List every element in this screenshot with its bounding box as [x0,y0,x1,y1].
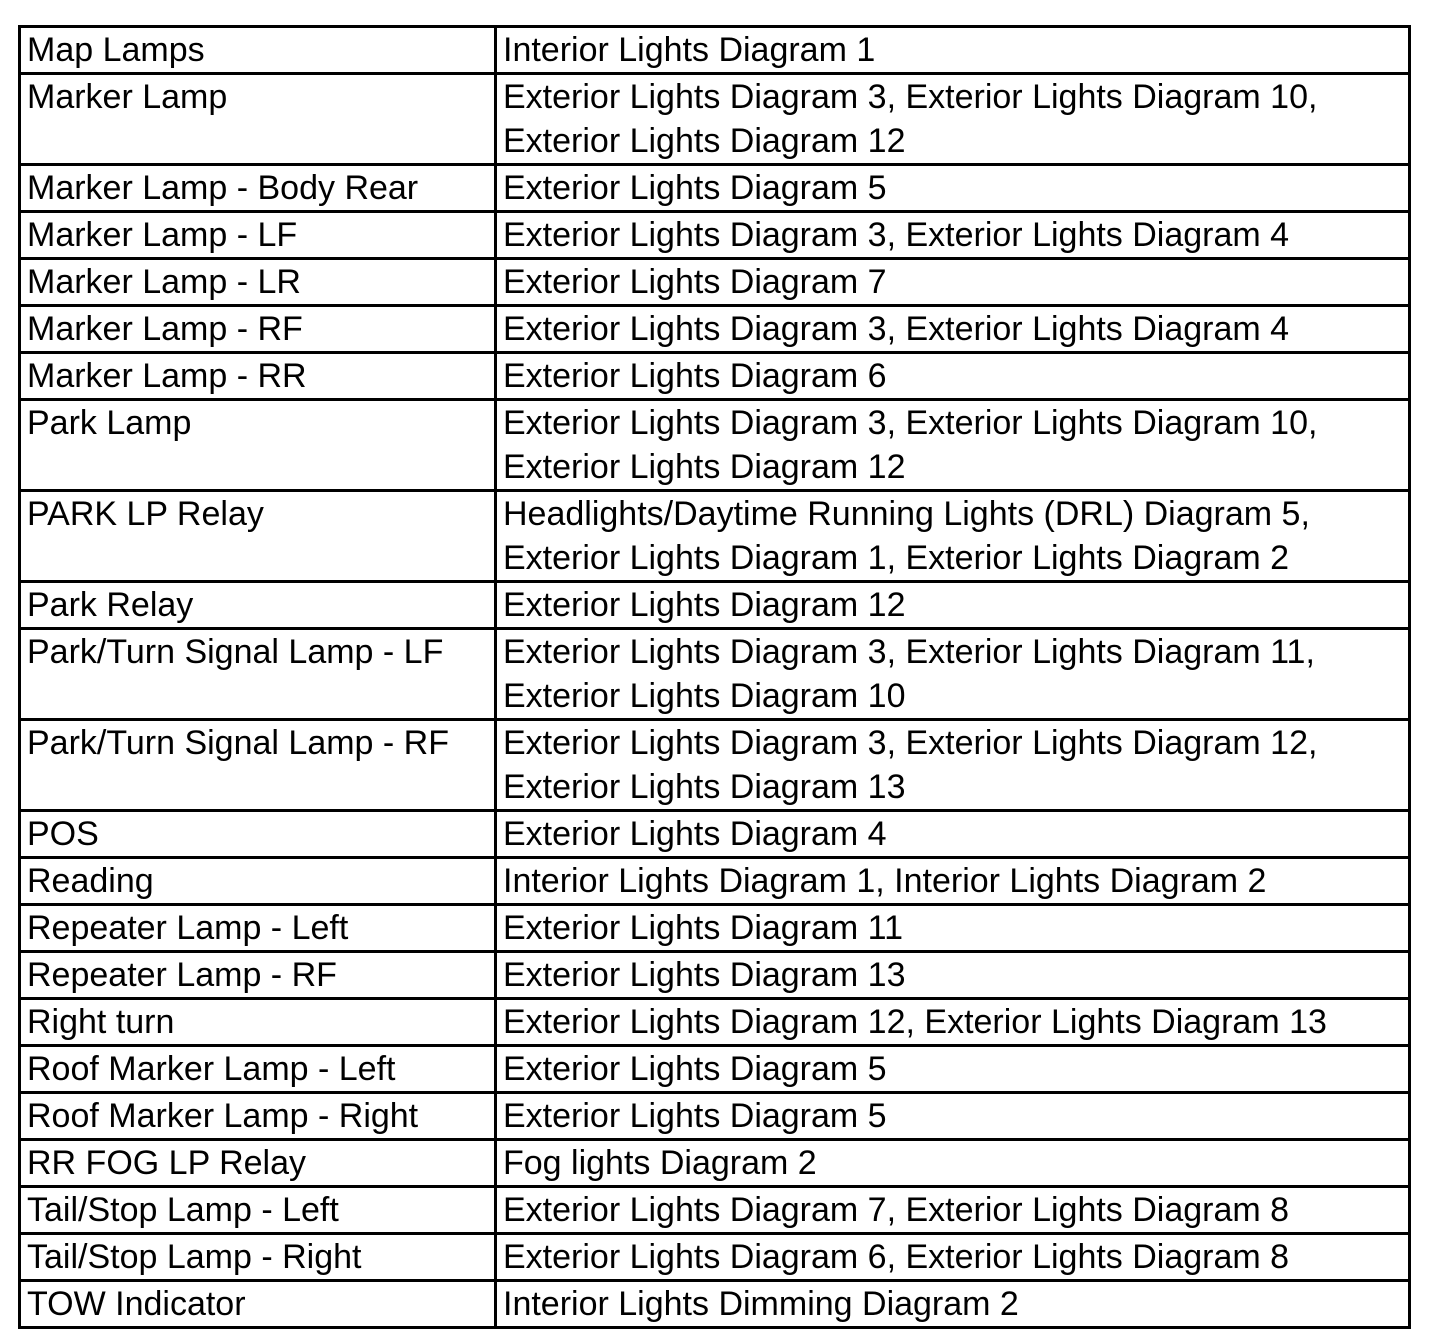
diagram-references-cell [496,952,1410,999]
diagram-references-cell [496,858,1410,905]
diagram-reference-line: Interior Lights Diagram 1, Interior Lights Diagram 2 [503,862,1267,900]
table-row [20,582,1410,629]
diagram-reference-line: Exterior Lights Diagram 11 [503,909,903,947]
diagram-references-cell [496,74,1410,165]
diagram-references-cell [496,905,1410,952]
table-row [20,1093,1410,1140]
diagram-references-cell [496,1093,1410,1140]
component-name-cell: TOW Indicator [20,1281,496,1328]
diagram-reference-line: Exterior Lights Diagram 3, Exterior Lights Diagram 10, [503,404,1318,442]
diagram-references-cell [496,1234,1410,1281]
component-name-cell: Marker Lamp - LF [20,212,496,259]
table-row [20,811,1410,858]
table-row [20,353,1410,400]
table-body [20,27,1410,1328]
table-row [20,306,1410,353]
component-name-cell: Right turn [20,999,496,1046]
component-name-cell: Marker Lamp - RR [20,353,496,400]
diagram-references-cell [496,491,1410,582]
component-name-cell: Repeater Lamp - Left [20,905,496,952]
diagram-references-cell [496,1046,1410,1093]
component-name-cell: Marker Lamp [20,74,496,165]
component-name-cell: Park/Turn Signal Lamp - LF [20,629,496,720]
diagram-reference-line: Exterior Lights Diagram 3, Exterior Lights Diagram 10, [503,78,1318,116]
diagram-reference-line: Exterior Lights Diagram 12 [503,586,906,624]
diagram-reference-line: Exterior Lights Diagram 13 [503,956,906,994]
component-name-cell: Tail/Stop Lamp - Right [20,1234,496,1281]
diagram-reference-line: Exterior Lights Diagram 1, Exterior Lights Diagram 2 [503,539,1290,577]
diagram-references-cell [496,212,1410,259]
component-name-cell: Park Lamp [20,400,496,491]
diagram-reference-line: Exterior Lights Diagram 3, Exterior Lights Diagram 4 [503,310,1290,348]
diagram-references-cell [496,1281,1410,1328]
diagram-reference-line: Exterior Lights Diagram 5 [503,169,887,207]
table-row [20,165,1410,212]
table-row [20,400,1410,491]
table-row [20,491,1410,582]
table-row [20,952,1410,999]
diagram-references-cell [496,1140,1410,1187]
diagram-reference-line: Exterior Lights Diagram 12 [503,448,906,486]
component-name-cell: Park/Turn Signal Lamp - RF [20,720,496,811]
component-index-table [18,25,1411,1329]
diagram-reference-line: Exterior Lights Diagram 6, Exterior Lights Diagram 8 [503,1238,1290,1276]
diagram-references-cell [496,400,1410,491]
diagram-reference-line: Exterior Lights Diagram 6 [503,357,887,395]
table-row [20,858,1410,905]
diagram-reference-line: Exterior Lights Diagram 12 [503,122,906,160]
table-row [20,999,1410,1046]
diagram-reference-line: Exterior Lights Diagram 10 [503,677,906,715]
diagram-reference-line: Exterior Lights Diagram 12, Exterior Lights Diagram 13 [503,1003,1327,1041]
diagram-reference-line: Exterior Lights Diagram 4 [503,815,887,853]
diagram-references-cell [496,27,1410,74]
component-name-cell: RR FOG LP Relay [20,1140,496,1187]
diagram-reference-line: Exterior Lights Diagram 5 [503,1097,887,1135]
component-name-cell: Roof Marker Lamp - Left [20,1046,496,1093]
diagram-references-cell [496,306,1410,353]
diagram-references-cell [496,720,1410,811]
table-row [20,1281,1410,1328]
diagram-reference-line: Exterior Lights Diagram 3, Exterior Lights Diagram 12, [503,724,1318,762]
diagram-reference-line: Interior Lights Diagram 1 [503,31,876,69]
diagram-references-cell [496,165,1410,212]
table-row [20,212,1410,259]
diagram-reference-line: Fog lights Diagram 2 [503,1144,817,1182]
table-row [20,74,1410,165]
diagram-references-cell [496,353,1410,400]
diagram-reference-line: Exterior Lights Diagram 7 [503,263,887,301]
component-name-cell: Tail/Stop Lamp - Left [20,1187,496,1234]
component-name-cell: Marker Lamp - Body Rear [20,165,496,212]
component-name-cell: Map Lamps [20,27,496,74]
component-name-cell: Roof Marker Lamp - Right [20,1093,496,1140]
component-name-cell: POS [20,811,496,858]
diagram-reference-line: Exterior Lights Diagram 3, Exterior Lights Diagram 11, [503,633,1315,671]
diagram-references-cell [496,629,1410,720]
diagram-reference-line: Exterior Lights Diagram 13 [503,768,906,806]
table-row [20,27,1410,74]
component-name-cell: Marker Lamp - LR [20,259,496,306]
diagram-reference-line: Exterior Lights Diagram 5 [503,1050,887,1088]
diagram-reference-line: Exterior Lights Diagram 3, Exterior Lights Diagram 4 [503,216,1290,254]
component-name-cell: Park Relay [20,582,496,629]
diagram-reference-line: Exterior Lights Diagram 7, Exterior Lights Diagram 8 [503,1191,1290,1229]
table-row [20,1234,1410,1281]
diagram-references-cell [496,582,1410,629]
table-row [20,1187,1410,1234]
diagram-reference-line: Headlights/Daytime Running Lights (DRL) Diagram 5, [503,495,1310,533]
diagram-references-cell [496,259,1410,306]
table-row [20,1046,1410,1093]
table-row [20,259,1410,306]
diagram-references-cell [496,999,1410,1046]
diagram-references-cell [496,811,1410,858]
component-name-cell: Reading [20,858,496,905]
table-row [20,629,1410,720]
diagram-references-cell [496,1187,1410,1234]
diagram-reference-line: Interior Lights Dimming Diagram 2 [503,1285,1019,1323]
component-name-cell: Marker Lamp - RF [20,306,496,353]
table-row [20,1140,1410,1187]
component-name-cell: PARK LP Relay [20,491,496,582]
table-row [20,720,1410,811]
component-name-cell: Repeater Lamp - RF [20,952,496,999]
table-row [20,905,1410,952]
